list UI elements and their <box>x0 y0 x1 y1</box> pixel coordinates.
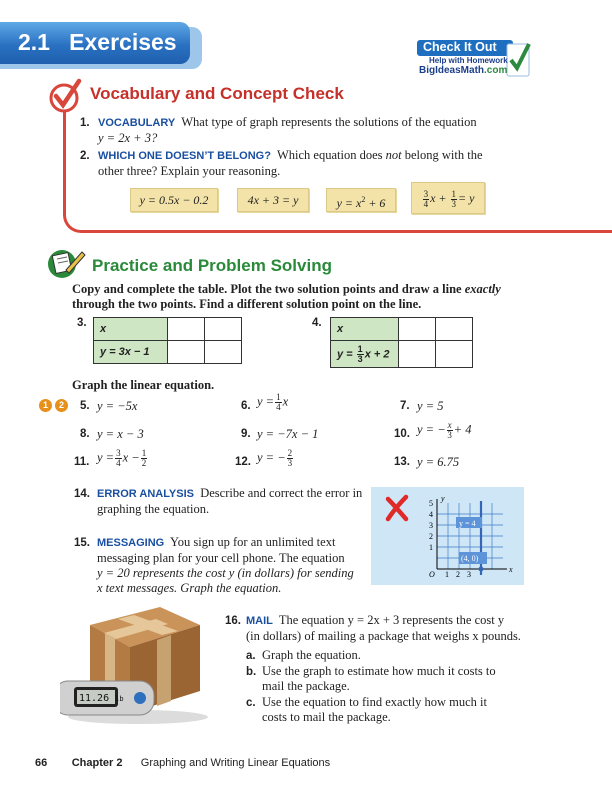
problem-16-number: 16. <box>225 615 241 627</box>
problem-6: y = $\frac{1}{4}$ x <box>257 392 289 412</box>
problem-16a: Graph the equation. <box>262 648 361 662</box>
problem-13: y = 6.75 <box>417 455 460 469</box>
checkmark-circle-icon <box>48 78 84 114</box>
problem-16b: Use the graph to estimate how much it costs to mail the package. <box>262 664 496 693</box>
graph-y-tick: 4 <box>429 510 433 519</box>
scale-reading: 11.26 lb <box>79 693 124 704</box>
equation-card-3: $y = x^2 + 6$ <box>326 188 396 212</box>
graph-y-tick: 5 <box>429 499 433 508</box>
check-it-out-badge[interactable] <box>415 38 533 80</box>
practice-instructions: Copy and complete the table. Plot the two solution points and draw a line exactly through the two points. Find a different solution point on the line. <box>72 282 501 311</box>
problem-14: ERROR ANALYSIS Describe and correct the error in graphing the equation. <box>97 486 363 516</box>
notepad-pencil-icon <box>46 246 88 280</box>
problem-8: y = x − 3 <box>97 427 144 441</box>
graph-y-tick: 2 <box>429 532 433 541</box>
problem-11: y = $\frac{3}{4}$ x − $\frac{1}{2}$ <box>97 448 147 468</box>
problem-3-number: 3. <box>77 317 87 329</box>
q2-number: 2. <box>80 150 90 162</box>
problem-6-number: 6. <box>241 400 251 412</box>
graph-y-tick: 3 <box>429 521 433 530</box>
check-it-out-title: Check It Out <box>423 40 497 54</box>
problem-12-number: 12. <box>235 456 251 468</box>
problem-15: MESSAGING You sign up for an unlimited text messaging plan for your cell phone. The equation y = 20 represents the cost y (in dollars) for sending x text messages. Graph the equation. <box>97 535 354 595</box>
graph-x-tick: 2 <box>456 570 460 579</box>
practice-title: Practice and Problem Solving <box>92 256 332 275</box>
graph-heading: Graph the linear equation. <box>72 378 215 392</box>
problem-7-number: 7. <box>400 400 410 412</box>
vocab-title: Vocabulary and Concept Check <box>90 84 344 103</box>
q2-text: WHICH ONE DOESN’T BELONG? Which equation does not belong with the other three? Explain your reasoning. <box>98 148 483 178</box>
q1-text: VOCABULARY What type of graph represents the solutions of the equation y = 2x + 3? <box>98 115 477 145</box>
graph-x-axis-label: x <box>509 565 513 574</box>
error-x-icon <box>384 493 410 523</box>
page-footer <box>35 757 330 769</box>
problem-13-number: 13. <box>394 456 410 468</box>
graph-origin-label: O <box>429 570 435 579</box>
help-badge-2[interactable]: 2 <box>55 399 68 412</box>
graph-x-tick: 1 <box>445 570 449 579</box>
table-problem-4: x y = $\frac{1}{3}$ x + 2 <box>330 317 473 368</box>
problem-16: MAIL The equation y = 2x + 3 represents the cost y (in dollars) of mailing a package that weighs x pounds. <box>246 613 521 643</box>
problem-10-number: 10. <box>394 428 410 440</box>
equation-card-4: $\frac{3}{4}$ x + $\frac{1}{3}$ = y <box>411 182 485 214</box>
help-homework-text: Help with Homework <box>429 56 508 65</box>
problem-5: y = −5x <box>97 399 138 413</box>
problem-9-number: 9. <box>241 428 251 440</box>
problem-4-number: 4. <box>312 317 322 329</box>
problem-5-number: 5. <box>80 400 90 412</box>
problem-14-number: 14. <box>74 488 90 500</box>
q1-number: 1. <box>80 117 90 129</box>
graph-y-axis-label: y <box>441 495 445 503</box>
page-number: 66 <box>35 757 48 769</box>
problem-9: y = −7x − 1 <box>257 427 319 441</box>
problem-8-number: 8. <box>80 428 90 440</box>
problem-12: y = − $\frac{2}{3}$ <box>257 448 293 468</box>
problem-7: y = 5 <box>417 399 444 413</box>
equation-card-1: y = 0.5x − 0.2 <box>130 188 218 212</box>
section-title: 2.1 Exercises <box>18 29 177 55</box>
error-graph <box>415 495 519 579</box>
bigideasmath-link[interactable]: BigIdeasMath.com <box>419 65 508 76</box>
problem-16c: Use the equation to find exactly how much it costs to mail the package. <box>262 695 487 724</box>
package-scale-image <box>60 595 210 725</box>
chapter-title: Graphing and Writing Linear Equations <box>140 757 331 769</box>
equation-card-2: 4x + 3 = y <box>237 188 309 212</box>
problem-11-number: 11. <box>74 456 90 468</box>
graph-x-tick: 3 <box>467 570 471 579</box>
problem-16c-letter: c. <box>246 697 256 709</box>
problem-15-number: 15. <box>74 537 90 549</box>
chapter-label: Chapter 2 <box>71 757 123 769</box>
help-badge-1[interactable]: 1 <box>39 399 52 412</box>
table-problem-3: x y = 3x − 1 <box>93 317 242 364</box>
graph-y-tick: 1 <box>429 543 433 552</box>
problem-10: y = − $\frac{x}{3}$ + 4 <box>417 420 472 440</box>
graph-line-label: y = 4 <box>459 519 476 528</box>
graph-point-label: (4, 0) <box>461 554 479 563</box>
problem-16b-letter: b. <box>246 666 257 678</box>
problem-16a-letter: a. <box>246 650 256 662</box>
